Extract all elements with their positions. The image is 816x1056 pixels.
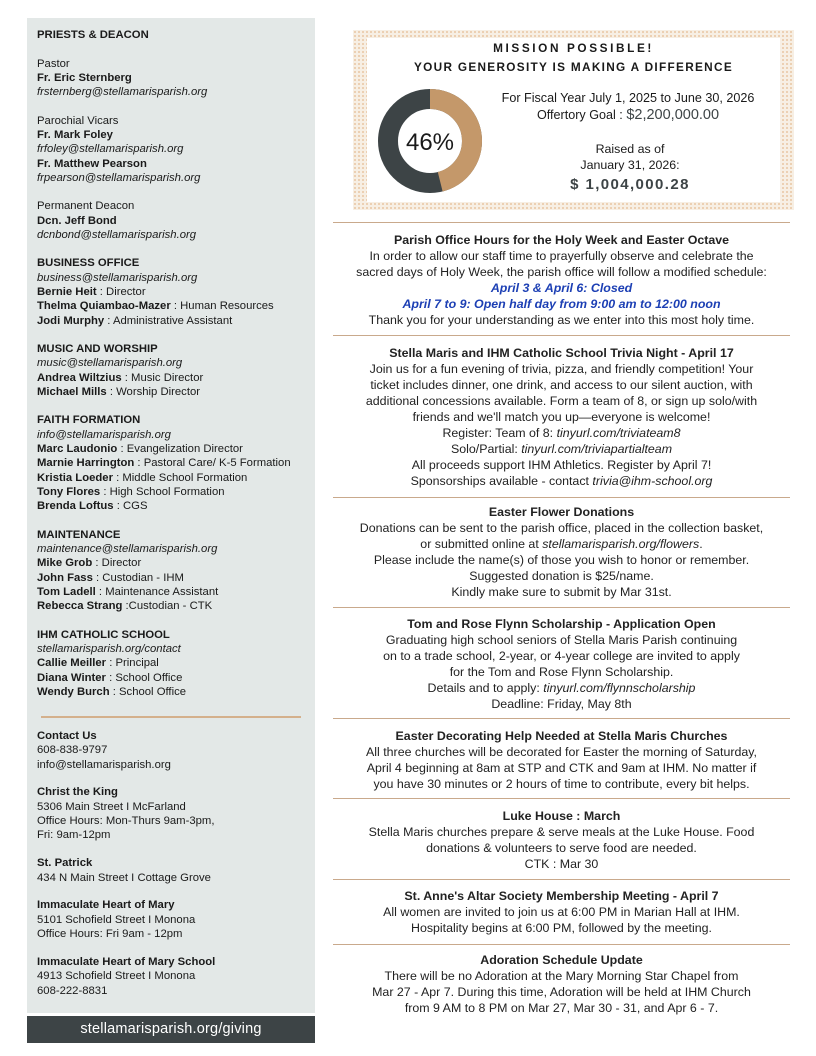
- divider: [333, 879, 790, 880]
- staff-role: : Pastoral Care/ K-5 Formation: [134, 457, 291, 470]
- staff-name: Mike Grob: [37, 557, 93, 570]
- department-section: [37, 256, 315, 327]
- raised-info: [553, 142, 707, 197]
- staff-member: [37, 671, 315, 685]
- location-detail: 5101 Schofield Street I Monona: [37, 913, 196, 926]
- divider: [333, 497, 790, 498]
- staff-role: : Maintenance Assistant: [95, 585, 219, 598]
- staff-name: Marc Laudonio: [37, 443, 118, 456]
- deacon-email[interactable]: dcnbond@stellamarisparish.org: [37, 228, 197, 241]
- pastor-label: Pastor: [37, 57, 70, 70]
- divider: [333, 718, 790, 719]
- giving-link[interactable]: stellamarisparish.org/giving: [27, 1016, 315, 1043]
- department-heading: MUSIC AND WORSHIP: [37, 343, 158, 356]
- offertory-goal: Offertory Goal : $2,200,000.00: [536, 107, 720, 123]
- goal-amount: $2,200,000.00: [626, 107, 720, 123]
- department-heading: MAINTENANCE: [37, 528, 121, 541]
- staff-member: [37, 371, 315, 385]
- staff-member: [37, 456, 315, 470]
- luke-house-announcement: Luke House : March Stella Maris churches prepare & serve meals at the Luke House. Food donations & volunteers to serve food are needed. CTK : Mar 30: [333, 808, 790, 872]
- divider: [333, 944, 790, 945]
- mission-subheading: YOUR GENEROSITY IS MAKING A DIFFERENCE: [413, 60, 733, 74]
- staff-role: : Custodian - IHM: [92, 571, 184, 584]
- department-section: [37, 413, 315, 513]
- location-detail: 4913 Schofield Street I Monona: [37, 970, 196, 983]
- staff-role: : Director: [92, 557, 142, 570]
- staff-role: :Custodian - CTK: [122, 600, 213, 613]
- divider: [333, 607, 790, 608]
- announcement-title: St. Anne's Altar Society Membership Meeting - April 7: [404, 889, 719, 903]
- trivia-announcement: Stella Maris and IHM Catholic School Trivia Night - April 17 Join us for a fun evening of trivia, pizza, and friendly competition! Your ticket includes dinner, one drink, and access to our silent auction, with additional concessions available. Form a team of 8, or sign up solo/with friends and we'll match you up—everyone is welcome! Register: Team of 8: tinyurl.com/triviateam8 Solo/Partial: tinyurl.com/triviapartialteam All proceeds support IHM Athletics. Register by April 7! Sponsorships available - contact trivia@ihm-school.org: [333, 345, 790, 489]
- mission-possible-panel: [353, 30, 794, 210]
- raised-date: January 31, 2026:: [580, 157, 680, 172]
- staff-role: : School Office: [109, 685, 187, 698]
- department-section: [37, 628, 315, 699]
- announcement-title: Tom and Rose Flynn Scholarship - Application Open: [407, 617, 716, 631]
- department-email[interactable]: maintenance@stellamarisparish.org: [37, 543, 218, 556]
- location-detail: Fri: 9am-12pm: [37, 829, 111, 842]
- mission-heading: MISSION POSSIBLE!: [493, 41, 654, 55]
- divider: [333, 222, 790, 223]
- office-hours-announcement: Parish Office Hours for the Holy Week and Easter Octave In order to allow our staff time to prayerfully observe and celebrate the sacred days of Holy Week, the parish office will follow a modified schedule: April 3 & April 6: Closed April 7 to 9: Open half day from 9:00 am to 12:00 noon Thank you for your understanding as we enter into this most holy time.: [333, 232, 790, 328]
- contact-email[interactable]: info@stellamarisparish.org: [37, 758, 171, 771]
- departments-list: [37, 256, 315, 699]
- department-section: [37, 342, 315, 399]
- deacon-label: Permanent Deacon: [37, 200, 135, 213]
- staff-name: Andrea Wiltzius: [37, 371, 122, 384]
- location-entry: [37, 955, 215, 998]
- announcement-title: Luke House : March: [502, 809, 621, 823]
- staff-member: [37, 285, 315, 299]
- staff-name: Rebecca Strang: [37, 600, 123, 613]
- staff-name: Kristia Loeder: [37, 471, 113, 484]
- progress-donut: [377, 88, 483, 194]
- department-heading: IHM CATHOLIC SCHOOL: [37, 628, 170, 641]
- vicars-label: Parochial Vicars: [37, 114, 119, 127]
- department-email[interactable]: music@stellamarisparish.org: [37, 357, 183, 370]
- location-name: St. Patrick: [37, 857, 93, 870]
- announcement-title: Adoration Schedule Update: [480, 953, 643, 967]
- staff-name: Callie Meiller: [37, 657, 107, 670]
- contact-us: [37, 729, 215, 772]
- staff-member: [37, 442, 315, 456]
- divider: [333, 335, 790, 336]
- location-detail: Office Hours: Fri 9am - 12pm: [37, 928, 183, 941]
- department-email[interactable]: info@stellamarisparish.org: [37, 428, 171, 441]
- staff-name: Jodi Murphy: [37, 314, 105, 327]
- staff-member: [37, 599, 315, 613]
- staff-name: John Fass: [37, 571, 93, 584]
- staff-role: : CGS: [113, 500, 148, 513]
- staff-member: [37, 485, 315, 499]
- sponsor-email[interactable]: trivia@ihm-school.org: [592, 474, 713, 488]
- scholarship-announcement: Tom and Rose Flynn Scholarship - Application Open Graduating high school seniors of Stella Maris Parish continuing on to a trade school, 2-year, or 4-year college are invited to apply for the Tom and Rose Flynn Scholarship. Details and to apply: tinyurl.com/flynnscholarship Deadline: Friday, May 8th: [333, 616, 790, 712]
- solo-register-link[interactable]: tinyurl.com/triviapartialteam: [521, 442, 673, 456]
- department-email[interactable]: stellamarisparish.org/contact: [37, 643, 181, 655]
- announcement-title: Easter Decorating Help Needed at Stella Maris Churches: [395, 729, 728, 743]
- staff-name: Diana Winter: [37, 671, 106, 684]
- half-day-dates: April 7 to 9: Open half day from 9:00 am to 12:00 noon: [402, 297, 721, 311]
- staff-member: [37, 314, 315, 328]
- raised-label: Raised as of: [595, 142, 665, 156]
- location-entry: [37, 898, 215, 941]
- locations-list: [37, 785, 215, 997]
- staff-member: [37, 585, 315, 599]
- staff-member: [37, 385, 315, 399]
- staff-name: Brenda Loftus: [37, 500, 114, 513]
- decorating-announcement: Easter Decorating Help Needed at Stella Maris Churches All three churches will be decorated for Easter the morning of Saturday, April 4 beginning at 8am at STP and CTK and 9am at IHM. No matter if you have 30 minutes or 2 hours of time to contribute, every bit helps.: [333, 728, 790, 792]
- location-entry: [37, 785, 215, 842]
- staff-member: [37, 656, 315, 670]
- staff-member: [37, 299, 315, 313]
- staff-role: : Director: [96, 286, 146, 299]
- team-register-link[interactable]: tinyurl.com/triviateam8: [556, 426, 681, 440]
- pastor-name: Fr. Eric Sternberg: [37, 71, 132, 84]
- scholarship-link[interactable]: tinyurl.com/flynnscholarship: [543, 681, 696, 695]
- staff-member: [37, 685, 315, 699]
- altar-society-announcement: St. Anne's Altar Society Membership Meeting - April 7 All women are invited to join us at 6:00 PM in Marian Hall at IHM. Hospitality begins at 6:00 PM, followed by the meeting.: [333, 888, 790, 936]
- deacon-name: Dcn. Jeff Bond: [37, 214, 117, 227]
- vicar-name: Fr. Matthew Pearson: [37, 157, 147, 170]
- clergy-section: [37, 28, 315, 99]
- staff-member: [37, 556, 315, 570]
- staff-name: Bernie Heit: [37, 286, 97, 299]
- vicar-email[interactable]: frfoley@stellamarisparish.org: [37, 143, 184, 156]
- location-entry: [37, 856, 215, 885]
- staff-role: : Evangelization Director: [117, 443, 243, 456]
- announcement-title: Easter Flower Donations: [488, 505, 635, 519]
- contact-phone[interactable]: 608-838-9797: [37, 744, 108, 757]
- staff-name: Tony Flores: [37, 485, 101, 498]
- clergy-heading: PRIESTS & DEACON: [37, 29, 149, 41]
- staff-role: : School Office: [105, 671, 183, 684]
- closed-dates: April 3 & April 6: Closed: [490, 281, 633, 295]
- contact-heading: Contact Us: [37, 730, 97, 742]
- staff-role: : High School Formation: [100, 485, 225, 498]
- staff-role: : Principal: [106, 657, 159, 670]
- staff-role: : Music Director: [121, 371, 204, 384]
- staff-name: Tom Ladell: [37, 585, 96, 598]
- fiscal-info: [485, 90, 771, 124]
- vicar-name: Fr. Mark Foley: [37, 128, 113, 141]
- staff-name: Thelma Quiambao-Mazer: [37, 300, 171, 313]
- staff-member: [37, 471, 315, 485]
- location-detail: 5306 Main Street I McFarland: [37, 800, 186, 813]
- raised-amount: $ 1,004,000.28: [570, 176, 690, 193]
- location-name: Immaculate Heart of Mary: [37, 899, 175, 912]
- department-heading: BUSINESS OFFICE: [37, 257, 140, 270]
- staff-member: [37, 499, 315, 513]
- pastor-email[interactable]: frsternberg@stellamarisparish.org: [37, 86, 208, 99]
- vicars-section: [37, 114, 315, 185]
- staff-directory-sidebar: [27, 18, 315, 1013]
- divider: [333, 798, 790, 799]
- flowers-link[interactable]: stellamarisparish.org/flowers: [542, 537, 700, 551]
- adoration-announcement: Adoration Schedule Update There will be no Adoration at the Mary Morning Star Chapel from Mar 27 - Apr 7. During this time, Adoration will be held at IHM Church from 9 AM to 8 PM on Mar 27, Mar 30 - 31, and Apr 6 - 7.: [333, 952, 790, 1016]
- deacon-section: [37, 199, 315, 242]
- announcement-title: Parish Office Hours for the Holy Week and Easter Octave: [393, 233, 730, 247]
- percent-label: 46%: [405, 129, 455, 156]
- staff-role: : Worship Director: [106, 385, 201, 398]
- flower-donations-announcement: Easter Flower Donations Donations can be sent to the parish office, placed in the collection basket, or submitted online at stellamarisparish.org/flowers. Please include the name(s) of those you wish to honor or remember. Suggested donation is $25/name. Kindly make sure to submit by Mar 31st.: [333, 504, 790, 600]
- department-heading: FAITH FORMATION: [37, 414, 141, 427]
- announcement-title: Stella Maris and IHM Catholic School Trivia Night - April 17: [389, 346, 734, 360]
- department-email[interactable]: business@stellamarisparish.org: [37, 271, 198, 284]
- staff-member: [37, 571, 315, 585]
- location-name: Christ the King: [37, 786, 118, 799]
- location-detail: 434 N Main Street I Cottage Grove: [37, 871, 211, 884]
- department-section: [37, 528, 315, 614]
- staff-name: Marnie Harrington: [37, 457, 135, 470]
- staff-role: : Human Resources: [170, 300, 274, 313]
- fiscal-year: For Fiscal Year July 1, 2025 to June 30, 2026: [501, 91, 755, 105]
- contact-section: [37, 729, 215, 1011]
- staff-role: : Middle School Formation: [112, 471, 248, 484]
- staff-role: : Administrative Assistant: [104, 314, 233, 327]
- location-detail: Office Hours: Mon-Thurs 9am-3pm,: [37, 815, 215, 828]
- staff-name: Michael Mills: [37, 385, 107, 398]
- sidebar-divider: [41, 716, 301, 718]
- vicar-email[interactable]: frpearson@stellamarisparish.org: [37, 171, 201, 184]
- staff-name: Wendy Burch: [37, 685, 110, 698]
- location-detail: 608-222-8831: [37, 984, 108, 997]
- location-name: Immaculate Heart of Mary School: [37, 955, 216, 968]
